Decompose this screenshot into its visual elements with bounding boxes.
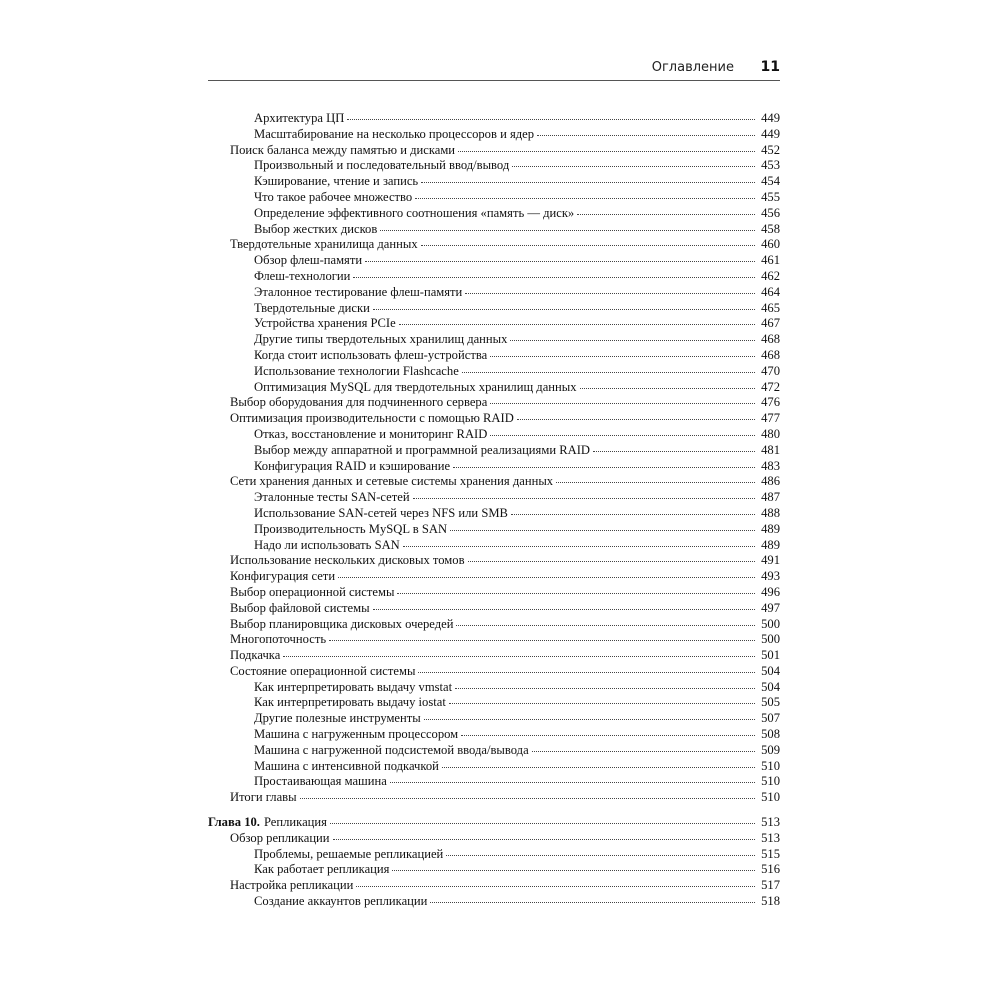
toc-entry-title: Машина с нагруженной подсистемой ввода/вывода (254, 742, 529, 757)
dot-leader (373, 597, 755, 610)
toc-entry-title: Использование SAN-сетей через NFS или SMB (254, 505, 508, 520)
toc-entry-title: Конфигурация сети (230, 569, 336, 584)
toc-entry-page: 477 (761, 411, 780, 426)
toc-entry-page: 458 (761, 221, 780, 236)
dot-leader (490, 423, 755, 436)
dot-leader (510, 328, 755, 341)
toc-entry-title: Многопоточность (230, 632, 327, 647)
dot-leader (413, 486, 755, 499)
toc-entry-title: Использование нескольких дисковых томов (230, 553, 465, 568)
toc-entry-page: 491 (761, 553, 780, 568)
toc-entry-page: 467 (761, 316, 780, 331)
toc-entry-page: 513 (761, 830, 780, 845)
toc-entry-page: 500 (761, 616, 780, 631)
toc-entry-page: 489 (761, 537, 780, 552)
toc-entry-page: 460 (761, 237, 780, 252)
toc-entry[interactable] (230, 788, 780, 804)
toc-entry-page: 472 (761, 379, 780, 394)
toc-entry-title: Когда стоит использовать флеш-устройства (254, 347, 488, 362)
toc-entry-page: 455 (761, 189, 780, 204)
toc-entry-page: 516 (761, 862, 780, 877)
toc-entry-page: 476 (761, 395, 780, 410)
dot-leader (517, 407, 755, 420)
toc-entry-page: 517 (761, 878, 780, 893)
dot-leader (380, 218, 755, 231)
toc-entry-page: 489 (761, 521, 780, 536)
toc-entry-page: 504 (761, 679, 780, 694)
dot-leader (415, 186, 755, 199)
dot-leader (392, 858, 755, 871)
dot-leader (365, 249, 755, 262)
toc-entry-title: Машина с интенсивной подкачкой (254, 758, 439, 773)
toc-entry-title: Оптимизация производительности с помощью RAID (230, 411, 514, 426)
toc-entry-title: Состояние операционной системы (230, 663, 416, 678)
toc-entry-title: Флеш-технологии (254, 268, 351, 283)
dot-leader (593, 439, 755, 452)
toc-entry-page: 465 (761, 300, 780, 315)
toc-entry-page: 496 (761, 584, 780, 599)
dot-leader (347, 107, 755, 120)
toc-entry-page: 461 (761, 253, 780, 268)
toc-entry-title: Эталонные тесты SAN-сетей (254, 490, 410, 505)
dot-leader (577, 202, 755, 215)
dot-leader (403, 534, 755, 547)
dot-leader (490, 391, 755, 404)
dot-leader (329, 628, 755, 641)
toc-entry-page: 470 (761, 363, 780, 378)
toc-entry-title: Надо ли использовать SAN (254, 537, 400, 552)
toc-entry-title: Как интерпретировать выдачу iostat (254, 695, 446, 710)
toc-entry-title: Оптимизация MySQL для твердотельных хранилищ данных (254, 379, 577, 394)
dot-leader (390, 770, 755, 783)
toc-entry-title: Использование технологии Flashcache (254, 363, 459, 378)
dot-leader (462, 360, 755, 373)
dot-leader (399, 312, 755, 325)
toc-entry-title: Выбор операционной системы (230, 584, 395, 599)
toc-entry-page: 483 (761, 458, 780, 473)
toc-entry-page: 452 (761, 142, 780, 157)
dot-leader (421, 233, 755, 246)
toc-entry-page: 480 (761, 426, 780, 441)
toc-entry-title: Твердотельные хранилища данных (230, 237, 418, 252)
dot-leader (283, 644, 755, 657)
dot-leader (424, 707, 755, 720)
dot-leader (446, 843, 755, 856)
toc-entry-title: Отказ, восстановление и мониторинг RAID (254, 426, 488, 441)
dot-leader (537, 123, 755, 136)
header-page-number: 11 (760, 59, 780, 75)
dot-leader (532, 739, 755, 752)
toc-entry-title: Архитектура ЦП (254, 111, 345, 125)
toc-entry-title: Выбор планировщика дисковых очередей (230, 616, 454, 631)
dot-leader (453, 455, 755, 468)
toc-entry-title: Итоги главы (230, 790, 297, 805)
running-header (208, 58, 780, 81)
toc-entry-page: 493 (761, 569, 780, 584)
toc-entry-page: 510 (761, 758, 780, 773)
toc-entry-page: 453 (761, 158, 780, 173)
toc-entry-page: 510 (761, 774, 780, 789)
toc-entry-title: Подкачка (230, 648, 281, 663)
toc-entry-page: 510 (761, 790, 780, 805)
toc-entry-title: Твердотельные диски (254, 300, 370, 315)
toc-entry-title: Настройка репликации (230, 878, 354, 893)
toc-entry-page: 509 (761, 742, 780, 757)
toc-entry-title: Сети хранения данных и сетевые системы хранения данных (230, 474, 554, 489)
toc-entry-page: 515 (761, 846, 780, 861)
header-title: Оглавление (651, 60, 734, 75)
toc-entry-page: 468 (761, 332, 780, 347)
toc-entry-page: 449 (761, 126, 780, 141)
toc-entry-title: Кэширование, чтение и запись (254, 174, 419, 189)
chapter-label: Глава 10. (208, 815, 260, 830)
dot-leader (397, 581, 755, 594)
toc-entry-title: Как интерпретировать выдачу vmstat (254, 679, 453, 694)
toc-entry-page: 497 (761, 600, 780, 615)
toc-entry-title: Эталонное тестирование флеш-памяти (254, 284, 463, 299)
toc-entry-title: Производительность MySQL в SAN (254, 521, 448, 536)
dot-leader (461, 723, 755, 736)
toc-entry-title: Машина с нагруженным процессором (254, 727, 459, 742)
chapter-page: 513 (761, 815, 780, 830)
dot-leader (353, 265, 755, 278)
toc-entry-page: 487 (761, 490, 780, 505)
toc-entry-title: Другие типы твердотельных хранилищ данных (254, 332, 508, 347)
toc-entry[interactable] (230, 892, 780, 908)
toc-entry-title: Что такое рабочее множество (254, 189, 413, 204)
dot-leader (442, 755, 755, 768)
table-of-contents (208, 109, 780, 909)
toc-entry-title: Конфигурация RAID и кэширование (254, 458, 451, 473)
toc-entry-title: Выбор жестких дисков (254, 221, 378, 236)
toc-entry-title: Выбор файловой системы (230, 600, 370, 615)
dot-leader (455, 676, 755, 689)
toc-entry-title: Масштабирование на несколько процессоров и ядер (254, 126, 535, 141)
toc-entry-page: 518 (761, 894, 780, 909)
dot-leader (330, 811, 755, 824)
dot-leader (580, 376, 755, 389)
chapter-title: Репликация (263, 815, 327, 830)
toc-entry-page: 486 (761, 474, 780, 489)
toc-entry-page: 456 (761, 205, 780, 220)
toc-entry-title: Обзор флеш-памяти (254, 253, 363, 268)
dot-leader (468, 549, 755, 562)
toc-entry-title: Проблемы, решаемые репликацией (254, 846, 444, 861)
dot-leader (490, 344, 755, 357)
toc-entry-page: 449 (761, 111, 780, 125)
dot-leader (338, 565, 755, 578)
dot-leader (512, 154, 755, 167)
toc-entry-page: 501 (761, 648, 780, 663)
toc-entry-page: 454 (761, 174, 780, 189)
toc-entry-title: Поиск баланса между памятью и дисками (230, 142, 456, 157)
dot-leader (449, 691, 755, 704)
dot-leader (456, 613, 755, 626)
dot-leader (373, 297, 755, 310)
toc-entry-page: 508 (761, 727, 780, 742)
toc-entry-page: 481 (761, 442, 780, 457)
toc-entry-page: 505 (761, 695, 780, 710)
toc-entry-page: 507 (761, 711, 780, 726)
toc-entry-title: Определение эффективного соотношения «память — диск» (254, 205, 575, 220)
toc-entry-page: 504 (761, 663, 780, 678)
toc-entry-page: 488 (761, 505, 780, 520)
toc-entry-title: Обзор репликации (230, 830, 330, 845)
toc-entry-title: Произвольный и последовательный ввод/вывод (254, 158, 510, 173)
dot-leader (556, 470, 755, 483)
dot-leader (430, 890, 755, 903)
toc-entry-title: Создание аккаунтов репликации (254, 894, 428, 909)
toc-entry-title: Другие полезные инструменты (254, 711, 421, 726)
toc-entry-page: 500 (761, 632, 780, 647)
dot-leader (300, 786, 755, 799)
toc-entry-title: Выбор между аппаратной и программной реализациями RAID (254, 442, 590, 457)
dot-leader (421, 170, 755, 183)
toc-entry-title: Как работает репликация (254, 862, 390, 877)
dot-leader (511, 502, 755, 515)
dot-leader (418, 660, 755, 673)
dot-leader (465, 281, 755, 294)
dot-leader (333, 827, 755, 840)
toc-entry-page: 464 (761, 284, 780, 299)
dot-leader (450, 518, 755, 531)
toc-entry-page: 462 (761, 268, 780, 283)
toc-entry-title: Выбор оборудования для подчиненного сервера (230, 395, 488, 410)
dot-leader (356, 874, 755, 887)
toc-entry-title: Простаивающая машина (254, 774, 387, 789)
dot-leader (458, 139, 755, 152)
toc-entry-page: 468 (761, 347, 780, 362)
toc-entry-title: Устройства хранения PCIe (254, 316, 396, 331)
